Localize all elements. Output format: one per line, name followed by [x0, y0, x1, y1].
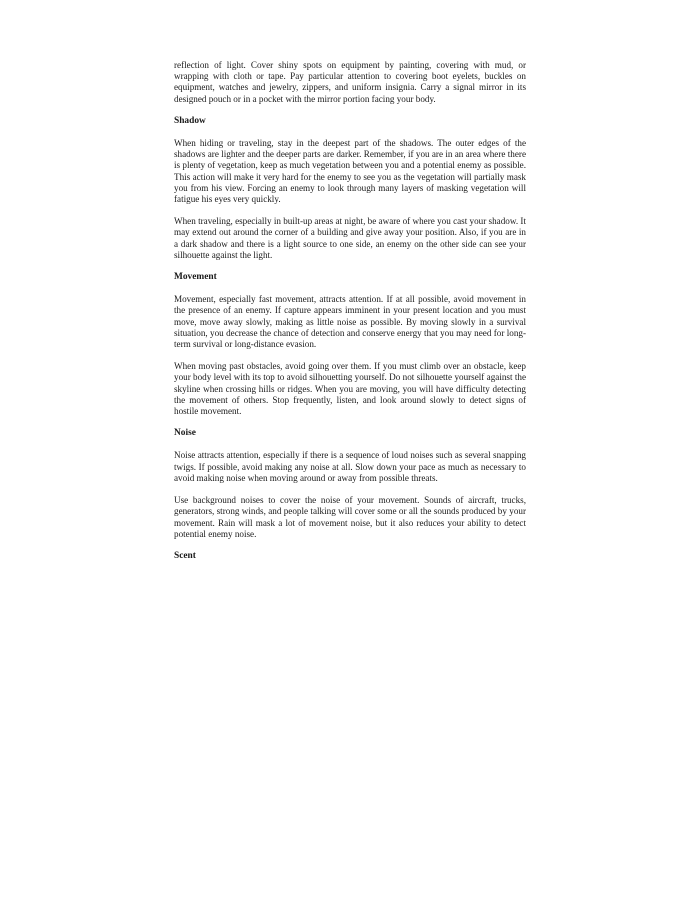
section-scent	[174, 551, 526, 562]
document-body	[174, 60, 526, 573]
section-noise	[174, 428, 526, 540]
section-heading-shadow: Shadow	[174, 115, 206, 126]
section-heading-noise: Noise	[174, 428, 196, 439]
paragraph: When moving past obstacles, avoid going over them. If you must climb over an obstacle, keep your body level with its top to avoid silhouetting yourself. Do not silhouette yourself against the skyline when crossing hills or ridges. When you are moving, you will have difficulty detecting the movement of others. Stop frequently, listen, and look around slowly to detect signs of hostile movement.	[174, 361, 526, 417]
intro-paragraph: reflection of light. Cover shiny spots on equipment by painting, covering with mud, or wrapping with cloth or tape. Pay particular attention to covering boot eyelets, buckles on equipment, watches and jewelry, zippers, and uniform insignia. Carry a signal mirror in its designed pouch or in a pocket with the mirror portion facing your body.	[174, 60, 526, 104]
paragraph: When traveling, especially in built-up areas at night, be aware of where you cast your shadow. It may extend out around the corner of a building and give away your position. Also, if you are in a dark shadow and there is a light source to one side, an enemy on the other side can see your silhouette against the light.	[174, 216, 526, 260]
paragraph: Use background noises to cover the noise of your movement. Sounds of aircraft, trucks, generators, strong winds, and people talking will cover some or all the sounds produced by your movement. Rain will mask a lot of movement noise, but it also reduces your ability to detect potential enemy noise.	[174, 495, 526, 539]
section-movement	[174, 272, 526, 417]
section-shadow	[174, 116, 526, 261]
paragraph: Noise attracts attention, especially if there is a sequence of loud noises such as several snapping twigs. If possible, avoid making any noise at all. Slow down your pace as much as necessary to avoid making noise when moving around or away from possible threats.	[174, 450, 526, 483]
section-heading-scent: Scent	[174, 550, 196, 561]
paragraph: When hiding or traveling, stay in the deepest part of the shadows. The outer edges of the shadows are lighter and the deeper parts are darker. Remember, if you are in an area where there is plenty of vegetation, keep as much vegetation between you and a potential enemy as possible. This action will make it very hard for the enemy to see you as the vegetation will partially mask you from his view. Forcing an enemy to look through many layers of masking vegetation will fatigue his eyes very quickly.	[174, 138, 526, 205]
paragraph: Movement, especially fast movement, attracts attention. If at all possible, avoid movement in the presence of an enemy. If capture appears imminent in your present location and you must move, move away slowly, making as little noise as possible. By moving slowly in a survival situation, you decrease the chance of detection and conserve energy that you may need for long-term survival or long-distance evasion.	[174, 294, 526, 350]
section-heading-movement: Movement	[174, 272, 217, 283]
